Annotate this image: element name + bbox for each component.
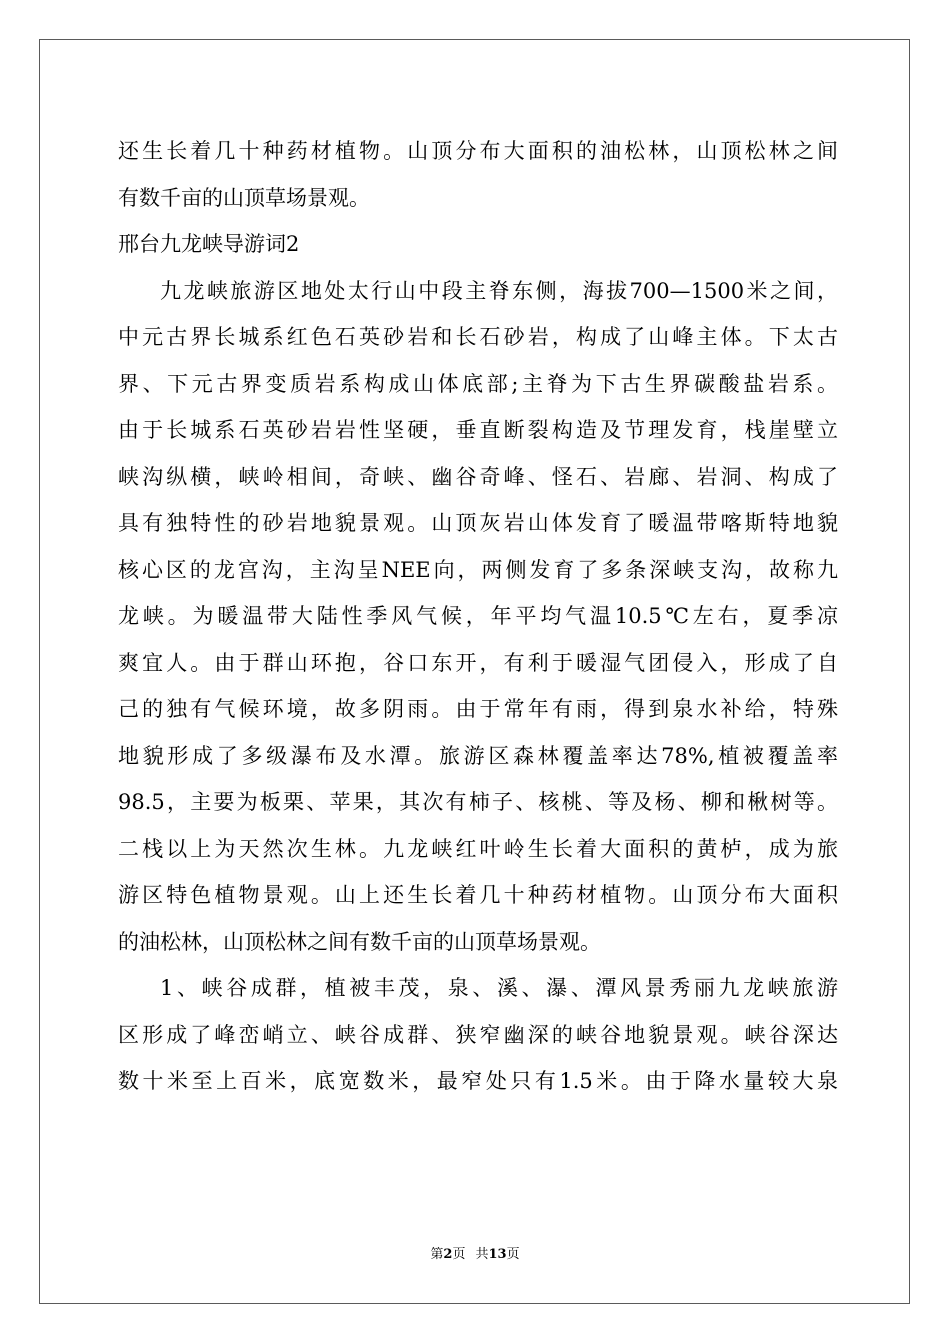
page-suffix: 页	[452, 1247, 466, 1262]
text-line-21: 数十米至上百米，底宽数米，最窄处只有1.5米。由于降水量较大泉	[118, 1069, 838, 1093]
document-body	[118, 128, 838, 1105]
text-line-10: 核心区的龙宫沟，主沟呈NEE向，两侧发育了多条深峡支沟，故称九	[118, 557, 838, 582]
section-heading: 邢台九龙峡导游词2	[118, 232, 300, 256]
text-line-17: 游区特色植物景观。山上还生长着几十种药材植物。山顶分布大面积	[118, 883, 838, 907]
text-line-19: 1、峡谷成群，植被丰茂，泉、溪、瀑、潭风景秀丽九龙峡旅游	[160, 976, 838, 1000]
total-suffix: 页	[506, 1247, 520, 1262]
text-line-6: 界、下元古界变质岩系构成山体底部;主脊为下古生界碳酸盐岩系。	[118, 371, 838, 396]
text-line-15: 98.5，主要为板栗、苹果，其次有柿子、核桃、等及杨、柳和楸树等。	[118, 790, 838, 814]
text-line-4: 九龙峡旅游区地处太行山中段主脊东侧，海拔700—1500米之间，	[160, 278, 838, 303]
text-line-9: 具有独特性的砂岩地貌景观。山顶灰岩山体发育了暖温带喀斯特地貌	[118, 511, 838, 535]
text-line-20: 区形成了峰峦峭立、峡谷成群、狭窄幽深的峡谷地貌景观。峡谷深达	[118, 1022, 838, 1047]
total-prefix: 共	[475, 1247, 489, 1262]
text-line-12: 爽宜人。由于群山环抱，谷口东开，有利于暖湿气团侵入，形成了自	[118, 650, 838, 675]
text-line-7: 由于长城系石英砂岩岩性坚硬，垂直断裂构造及节理发育，栈崖壁立	[118, 418, 838, 442]
text-line-18: 的油松林，山顶松林之间有数千亩的山顶草场景观。	[118, 929, 601, 954]
page-prefix: 第	[430, 1247, 444, 1262]
page-number: 2	[443, 1247, 453, 1262]
text-line-14: 地貌形成了多级瀑布及水潭。旅游区森林覆盖率达78%,植被覆盖率	[118, 743, 838, 768]
text-line-5: 中元古界长城系红色石英砂岩和长石砂岩，构成了山峰主体。下太古	[118, 325, 838, 349]
text-line-1: 还生长着几十种药材植物。山顶分布大面积的油松林，山顶松林之间	[118, 139, 838, 163]
text-line-13: 己的独有气候环境，故多阴雨。由于常年有雨，得到泉水补给，特殊	[118, 697, 838, 721]
total-pages: 13	[488, 1247, 507, 1262]
text-line-8: 峡沟纵横，峡岭相间，奇峡、幽谷奇峰、怪石、岩廊、岩洞、构成了	[118, 464, 838, 489]
text-line-11: 龙峡。为暖温带大陆性季风气候，年平均气温10.5℃左右，夏季凉	[118, 604, 838, 628]
text-line-16: 二栈以上为天然次生林。九龙峡红叶岭生长着大面积的黄栌，成为旅	[118, 836, 838, 861]
page-footer	[0, 1246, 950, 1264]
text-line-2: 有数千亩的山顶草场景观。	[118, 185, 370, 210]
